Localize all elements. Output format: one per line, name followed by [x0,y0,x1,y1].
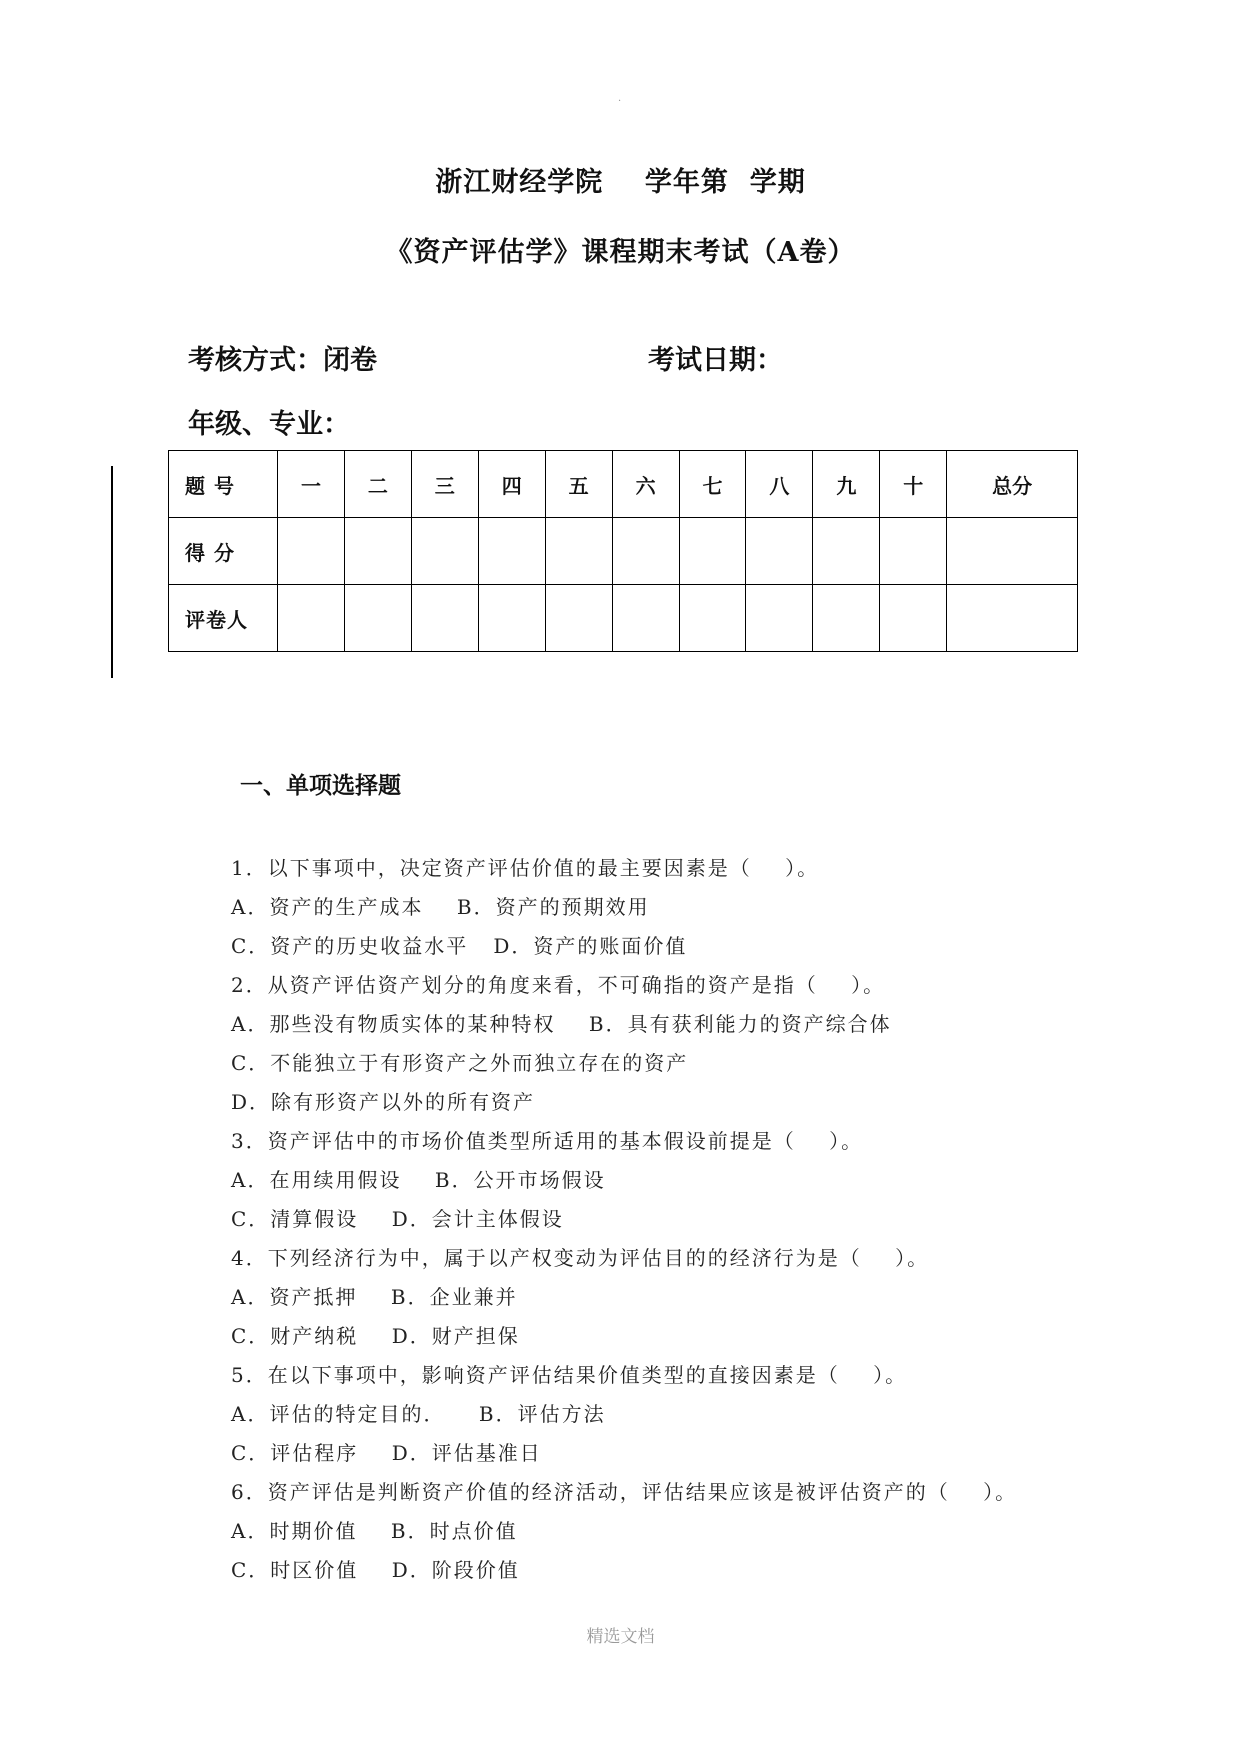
score-cell [545,518,612,585]
question-line: A．时期价值 B．时点价值 [231,1519,518,1543]
question-line: A．那些没有物质实体的某种特权 B．具有获利能力的资产综合体 [231,1012,892,1036]
row-label-score: 得 分 [169,518,278,585]
header-cell: 十 [880,451,947,518]
score-cell [612,518,679,585]
header-cell: 题 号 [169,451,278,518]
exam-method: 考核方式：闭卷 [188,345,377,376]
grader-cell [545,585,612,652]
grader-cell [679,585,746,652]
header-cell: 总分 [947,451,1078,518]
grader-cell [478,585,545,652]
score-cell [344,518,411,585]
grader-cell [278,585,345,652]
grader-row [169,585,1078,652]
score-cell [478,518,545,585]
question-line: C．评估程序 D．评估基准日 [231,1441,542,1465]
grader-cell [947,585,1078,652]
header-cell: 九 [813,451,880,518]
header-cell: 七 [679,451,746,518]
question-line: 2．从资产评估资产划分的角度来看，不可确指的资产是指（ ）。 [231,973,886,997]
question-line: A．资产抵押 B．企业兼并 [231,1285,518,1309]
question-line: C．财产纳税 D．财产担保 [231,1324,520,1348]
row-label-grader: 评卷人 [169,585,278,652]
header-cell: 五 [545,451,612,518]
header-cell: 三 [411,451,478,518]
exam-title-course: 《资产评估学》课程期末考试（A卷） [385,237,856,268]
score-table-header-row [169,451,1078,518]
grade-major: 年级、专业： [188,409,350,440]
top-dot: · [618,96,622,107]
section-title: 一、单项选择题 [240,772,401,799]
question-line: C．资产的历史收益水平 D．资产的账面价值 [231,934,688,958]
score-table [168,450,1078,652]
question-line: C．清算假设 D．会计主体假设 [231,1207,564,1231]
grader-cell [880,585,947,652]
question-line: A．在用续用假设 B．公开市场假设 [231,1168,606,1192]
question-line: 3．资产评估中的市场价值类型所适用的基本假设前提是（ ）。 [231,1129,864,1153]
score-cell [278,518,345,585]
header-cell: 四 [478,451,545,518]
question-line: A．评估的特定目的． B．评估方法 [231,1402,606,1426]
score-cell [411,518,478,585]
header-cell: 二 [344,451,411,518]
grader-cell [746,585,813,652]
score-cell [679,518,746,585]
grader-cell [344,585,411,652]
question-line: D．除有形资产以外的所有资产 [231,1090,536,1114]
question-line: C．时区价值 D．阶段价值 [231,1558,520,1582]
question-line: 1．以下事项中，决定资产评估价值的最主要因素是（ ）。 [231,856,820,880]
exam-date: 考试日期： [648,345,783,376]
header-cell: 一 [278,451,345,518]
grader-cell [813,585,880,652]
score-row [169,518,1078,585]
header-cell: 八 [746,451,813,518]
question-line: A．资产的生产成本 B．资产的预期效用 [231,895,650,919]
question-line: 6．资产评估是判断资产价值的经济活动，评估结果应该是被评估资产的（ ）。 [231,1480,1018,1504]
question-line: 5．在以下事项中，影响资产评估结果价值类型的直接因素是（ ）。 [231,1363,908,1387]
score-cell [746,518,813,585]
score-cell [813,518,880,585]
question-line: 4．下列经济行为中，属于以产权变动为评估目的的经济行为是（ ）。 [231,1246,930,1270]
header-cell: 六 [612,451,679,518]
footer-watermark: 精选文档 [586,1627,655,1647]
grader-cell [411,585,478,652]
score-cell [947,518,1078,585]
score-cell [880,518,947,585]
question-line: C．不能独立于有形资产之外而独立存在的资产 [231,1051,689,1075]
exam-title-school: 浙江财经学院 学年第 学期 [435,167,806,198]
binding-line [111,466,113,678]
grader-cell [612,585,679,652]
